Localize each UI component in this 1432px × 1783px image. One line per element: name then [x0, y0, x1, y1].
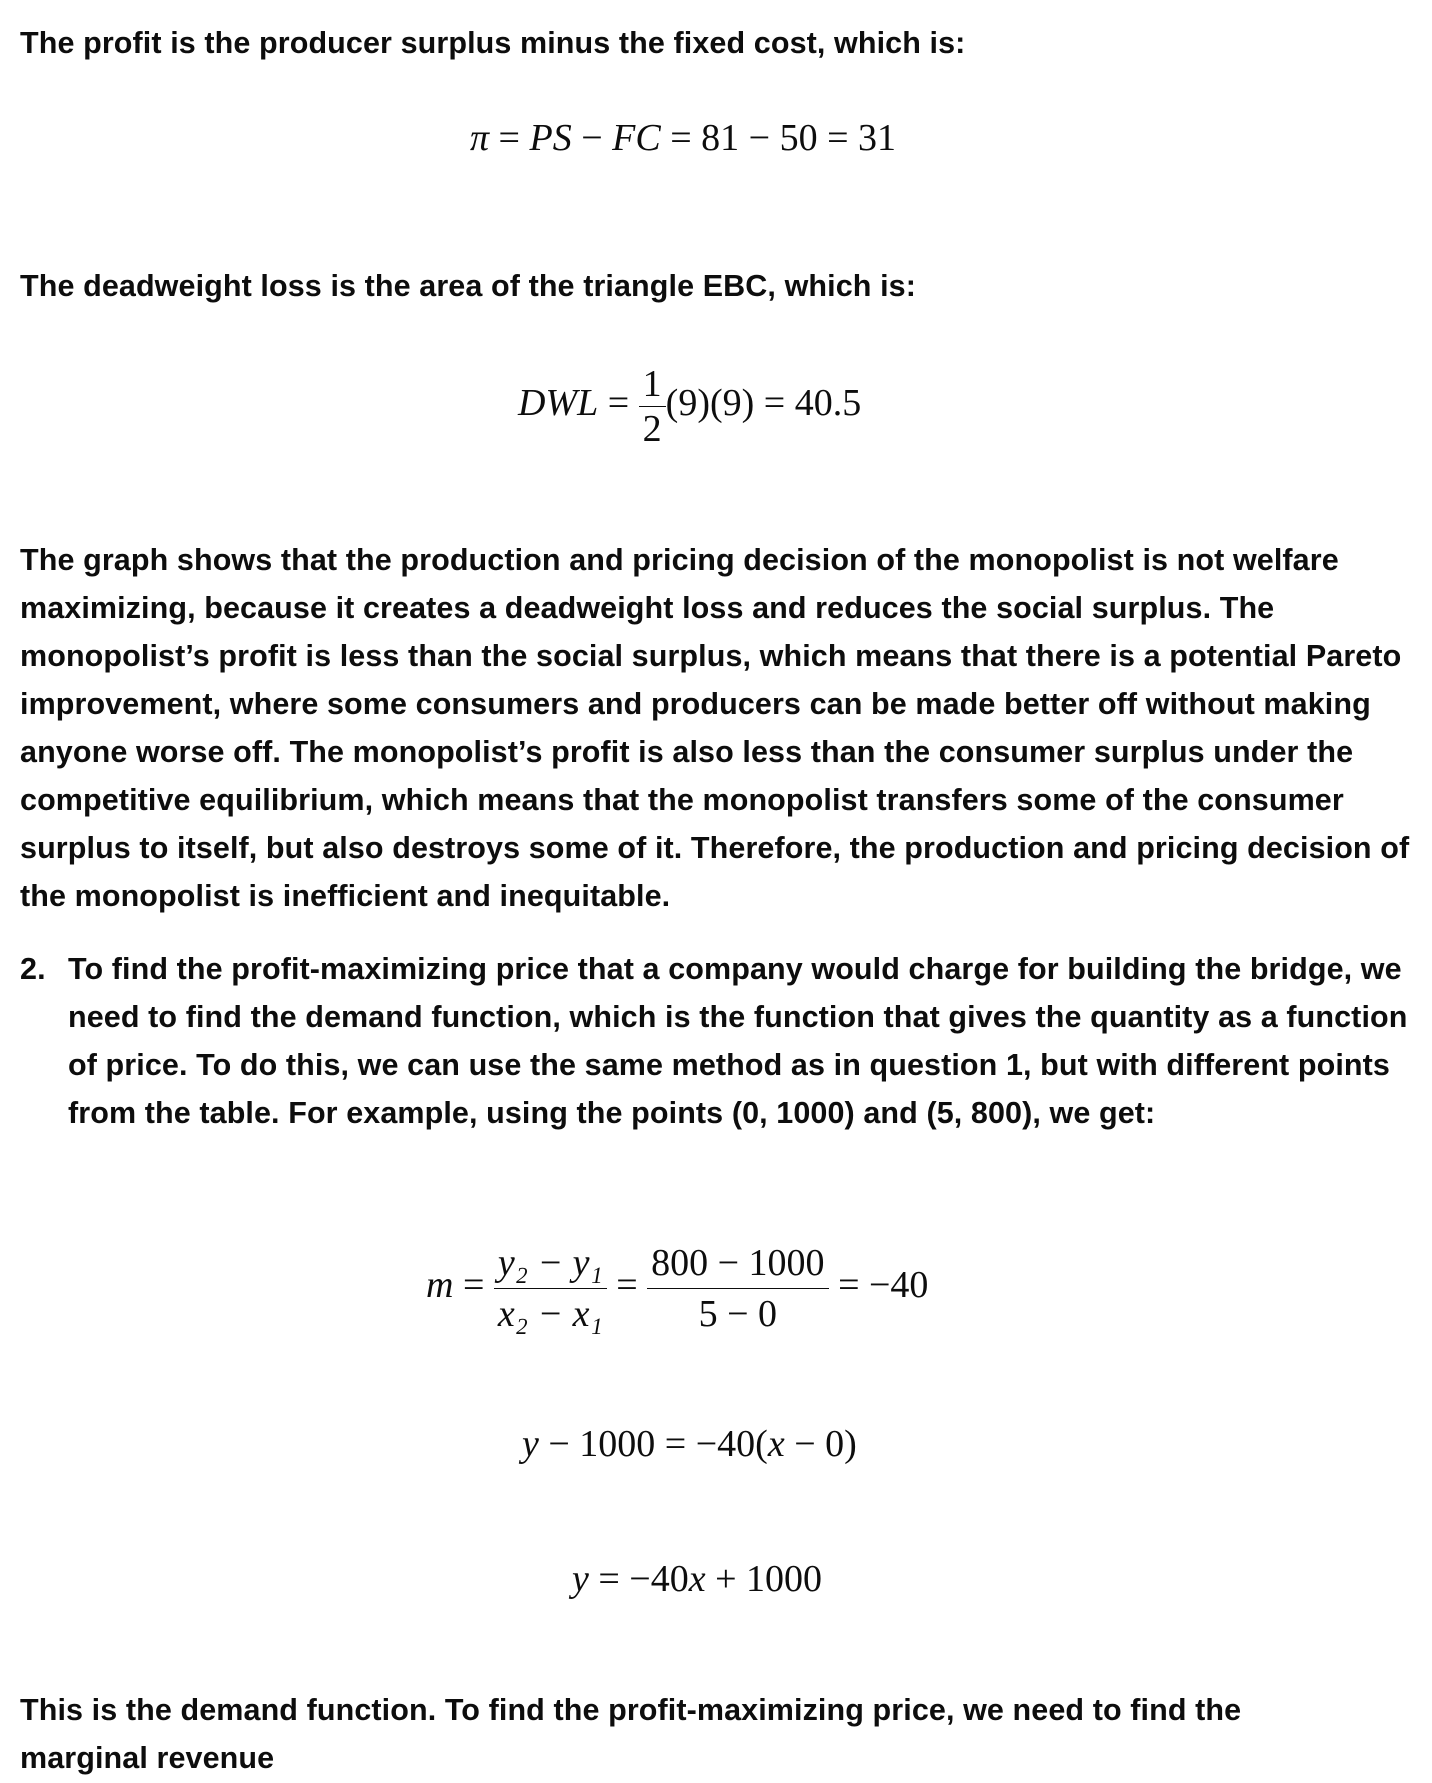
point-slope-equation: y − 1000 = −40(x − 0)	[522, 1423, 857, 1465]
profit-equation: π = PS − FC = 81 − 50 = 31	[470, 117, 896, 159]
fc-term: FC	[612, 117, 661, 159]
dwl-intro-text: The deadweight loss is the area of the triangle EBC, which is:	[20, 269, 916, 303]
list-number: 2.	[20, 952, 46, 986]
list-item-2	[20, 945, 1420, 1185]
graph-explanation-text: The graph shows that the production and pricing decision of the monopolist is not welfare maximizing, because it creates a deadweight loss and reduces the social surplus. The monopolist’s profit is less than the social surplus, which means that there is a potential Pareto improvement, where some consumers and producers can be made better off without making anyone worse off. The monopolist’s profit is also less than the consumer surplus under the competitive equilibrium, which means that the monopolist transfers some of the consumer surplus to itself, but also destroys some of it. Therefore, the production and pricing decision of the monopolist is inefficient and inequitable.	[20, 543, 1410, 913]
pi-symbol: π	[470, 117, 490, 159]
dwl-result: (9)(9) = 40.5	[665, 382, 862, 425]
slope-result: = −40	[838, 1264, 929, 1307]
slope-equation: m = $\frac{\text{y₂ − y₁}}{\text{x₂ − x₁}}$ = $\frac{800 - 1000}{5 - 0}$ = −40	[426, 1238, 928, 1339]
demand-conclusion-text: This is the demand function. To find the profit-maximizing price, we need to find the marginal revenue	[20, 1693, 1242, 1775]
profit-intro-text: The profit is the producer surplus minus the fixed cost, which is:	[20, 26, 966, 60]
half-fraction: $\frac{1}{2}$	[639, 362, 666, 451]
profit-result: = 81 − 50 = 31	[670, 117, 896, 159]
slope-m: m	[426, 1264, 454, 1307]
dwl-equation: DWL = $\frac{1}{2}$ (9)(9) = 40.5	[518, 363, 862, 450]
demand-equation: y = −40x + 1000	[572, 1558, 823, 1600]
ps-term: PS	[529, 117, 572, 159]
slope-fraction-symbolic: $\frac{\text{y₂ − y₁}}{\text{x₂ − x₁}}$	[494, 1238, 607, 1339]
dwl-term: DWL	[518, 382, 599, 425]
slope-fraction-numeric: $\frac{800 - 1000}{5 - 0}$	[647, 1238, 828, 1339]
list-item-text: To find the profit-maximizing price that a company would charge for building the bridge, we need to find the demand function, which is the function that gives the quantity as a function of price. To do this, we can use the same method as in question 1, but with different points from the table. For example, using the points (0, 1000) and (5, 800), we get:	[68, 952, 1408, 1130]
